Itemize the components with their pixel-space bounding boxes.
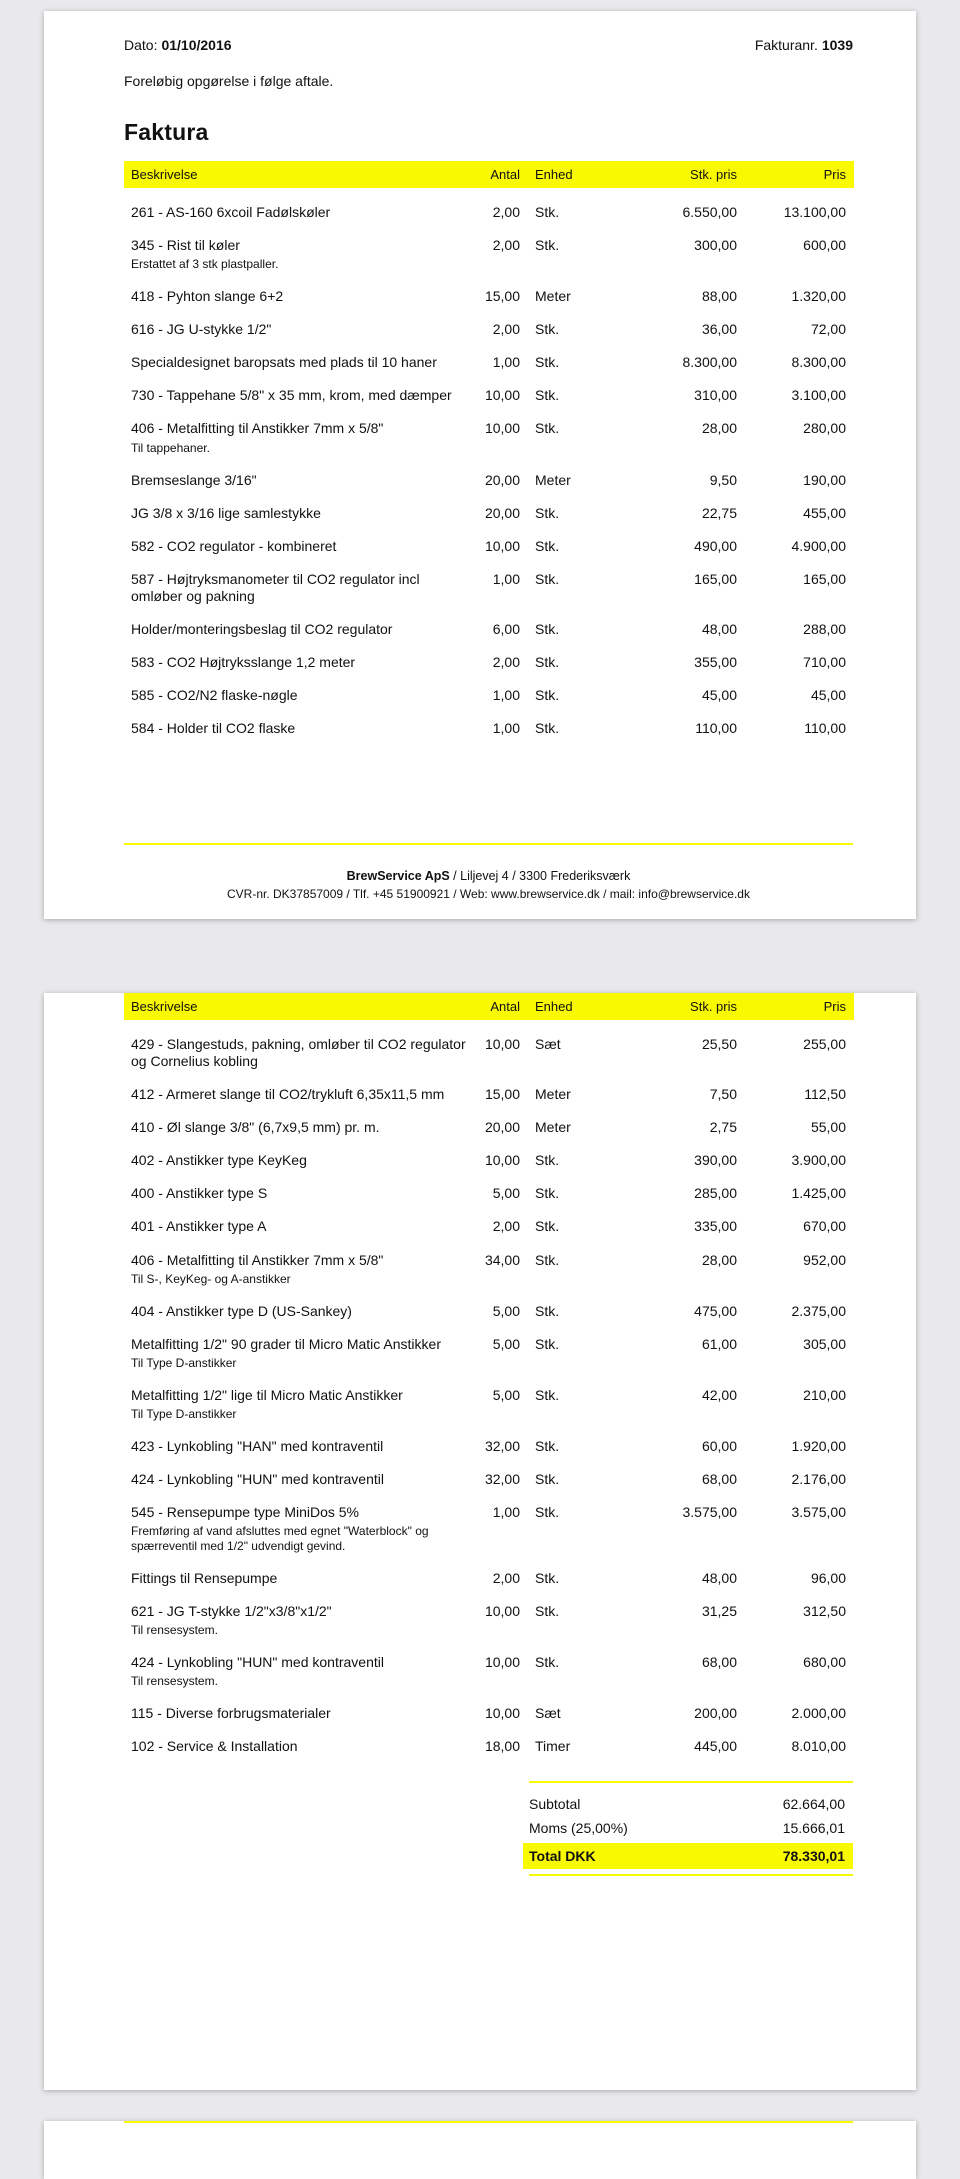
item-description-cell (124, 1697, 476, 1730)
table-row (124, 1430, 854, 1463)
item-qty: 10,00 (484, 387, 520, 404)
item-unit-price: 475,00 (694, 1302, 737, 1319)
item-unit-price: 335,00 (694, 1218, 737, 1235)
item-description-cell (124, 313, 476, 346)
item-note: Fremføring af vand afsluttes med egnet "Waterblock" og spærreventil med 1/2" udvendigt gevind. (131, 1524, 429, 1554)
item-description-cell (124, 412, 476, 463)
item-description: 582 - CO2 regulator - kombineret (131, 537, 337, 554)
invoice-number-value: 1039 (821, 37, 853, 53)
item-unit: Stk. (535, 537, 560, 554)
item-description-cell (124, 464, 476, 497)
item-unit: Sæt (535, 1705, 561, 1722)
table-row (124, 646, 854, 679)
item-description-cell (124, 1646, 476, 1697)
item-unit-price: 88,00 (701, 288, 737, 305)
total-label: Total DKK (529, 1848, 596, 1865)
item-unit: Stk. (535, 1152, 560, 1169)
item-price: 710,00 (803, 654, 846, 671)
item-price: 8.010,00 (791, 1738, 846, 1755)
item-unit: Stk. (535, 654, 560, 671)
footer-divider (124, 843, 853, 845)
item-price: 8.300,00 (791, 354, 846, 371)
table-row (124, 1595, 854, 1646)
item-price: 3.575,00 (791, 1504, 846, 1521)
item-qty: 5,00 (492, 1386, 520, 1403)
item-unit-price: 300,00 (694, 237, 737, 254)
item-unit: Stk. (535, 720, 560, 737)
item-price: 255,00 (803, 1036, 846, 1052)
table-header (124, 993, 854, 1020)
item-description: 583 - CO2 Højtryksslange 1,2 meter (131, 654, 356, 671)
footer-contact-line: CVR-nr. DK37857009 / Tlf. +45 51900921 / Web: www.brewservice.dk / mail: info@brewservice.dk (227, 887, 750, 901)
vat-value: 15.666,01 (782, 1820, 845, 1837)
item-description: Holder/monteringsbeslag til CO2 regulator (131, 620, 393, 637)
item-unit: Meter (535, 471, 571, 488)
item-unit-price: 285,00 (694, 1185, 737, 1202)
table-row (124, 313, 854, 346)
item-description-cell (124, 1379, 476, 1430)
table-row (124, 1020, 854, 1078)
item-description: 406 - Metalfitting til Anstikker 7mm x 5/8" (131, 420, 384, 437)
item-qty: 32,00 (484, 1437, 520, 1454)
item-description-cell (124, 188, 476, 229)
item-price: 165,00 (803, 570, 846, 587)
item-description-cell (124, 1463, 476, 1496)
item-price: 190,00 (803, 471, 846, 488)
invoice-number (755, 37, 853, 53)
item-price: 13.100,00 (783, 204, 846, 220)
table-row (124, 464, 854, 497)
totals-divider (529, 1781, 853, 1783)
invoice-page-1 (44, 11, 916, 919)
item-price: 2.375,00 (791, 1302, 846, 1319)
table-row (124, 563, 854, 613)
item-unit-price: 310,00 (694, 387, 737, 404)
item-qty: 10,00 (484, 420, 520, 437)
table-row (124, 1244, 854, 1295)
item-description: Fittings til Rensepumpe (131, 1570, 278, 1587)
item-price: 1.425,00 (791, 1185, 846, 1202)
item-description: 621 - JG T-stykke 1/2"x3/8"x1/2" (131, 1603, 332, 1620)
intro-note: Foreløbig opgørelse i følge aftale. (124, 73, 334, 89)
item-description: 102 - Service & Installation (131, 1738, 298, 1755)
item-qty: 10,00 (484, 1603, 520, 1620)
total-underline (529, 1874, 853, 1876)
item-price: 55,00 (810, 1119, 846, 1136)
item-unit-price: 110,00 (695, 720, 737, 737)
item-unit: Stk. (535, 1504, 560, 1521)
table-header (124, 161, 854, 188)
item-unit-price: 31,25 (701, 1603, 737, 1620)
item-description: Bremseslange 3/16" (131, 471, 257, 488)
item-qty: 2,00 (492, 237, 520, 254)
item-price: 600,00 (803, 237, 846, 254)
item-note: Erstattet af 3 stk plastpaller. (131, 257, 279, 272)
item-description-cell (124, 1496, 476, 1562)
date-value: 01/10/2016 (161, 37, 232, 53)
item-unit: Meter (535, 1119, 571, 1136)
page3-divider (124, 2121, 853, 2123)
item-qty: 32,00 (484, 1470, 520, 1487)
table-row (124, 712, 854, 745)
item-price: 670,00 (803, 1218, 846, 1235)
item-description-cell (124, 229, 476, 280)
item-description: 730 - Tappehane 5/8" x 35 mm, krom, med dæmper (131, 387, 452, 404)
item-unit: Stk. (535, 321, 560, 338)
item-unit: Stk. (535, 570, 560, 587)
date-label: Dato: (124, 37, 158, 53)
item-unit: Stk. (535, 1218, 560, 1235)
item-description: Metalfitting 1/2" 90 grader til Micro Matic Anstikker (131, 1335, 441, 1352)
item-note: Til S-, KeyKeg- og A-anstikker (131, 1271, 291, 1286)
col-header-qty: Antal (476, 161, 520, 188)
item-unit-price: 68,00 (701, 1654, 737, 1671)
col-header-unit-price: Stk. pris (616, 161, 737, 188)
item-unit: Stk. (535, 354, 560, 371)
footer-company-line (124, 869, 853, 883)
item-qty: 2,00 (492, 1218, 520, 1235)
invoice-page-3 (44, 2121, 916, 2179)
item-description: 429 - Slangestuds, pakning, omløber til CO2 regulator og Cornelius kobling (131, 1036, 466, 1070)
item-note: Til rensesystem. (131, 1674, 218, 1689)
item-description-cell (124, 280, 476, 313)
table-row (124, 679, 854, 712)
table-row (124, 1379, 854, 1430)
item-description-cell (124, 1111, 476, 1144)
item-qty: 1,00 (492, 720, 520, 737)
item-description-cell (124, 346, 476, 379)
table-row (124, 1295, 854, 1328)
item-unit: Meter (535, 288, 571, 305)
item-unit: Stk. (535, 1185, 560, 1202)
item-description-cell (124, 1562, 476, 1595)
footer-company-name: BrewService ApS (346, 869, 450, 883)
subtotal-label: Subtotal (529, 1796, 581, 1813)
table-body (124, 188, 854, 745)
item-description-cell (124, 1295, 476, 1328)
item-description: 585 - CO2/N2 flaske-nøgle (131, 687, 298, 704)
item-price: 2.000,00 (791, 1705, 846, 1722)
table-row (124, 1078, 854, 1111)
line-items-table-page2 (124, 993, 854, 1763)
item-unit: Stk. (535, 620, 560, 637)
item-qty: 2,00 (492, 204, 520, 220)
item-qty: 2,00 (492, 1570, 520, 1587)
item-description: 423 - Lynkobling "HAN" med kontraventil (131, 1437, 384, 1454)
table-row (124, 280, 854, 313)
item-price: 305,00 (803, 1335, 846, 1352)
item-price: 210,00 (803, 1386, 846, 1403)
item-qty: 20,00 (484, 471, 520, 488)
item-unit-price: 8.300,00 (682, 354, 737, 371)
col-header-unit-price: Stk. pris (616, 993, 737, 1020)
item-unit: Stk. (535, 387, 560, 404)
item-description: 424 - Lynkobling "HUN" med kontraventil (131, 1654, 384, 1671)
item-unit-price: 61,00 (701, 1335, 737, 1352)
item-qty: 1,00 (492, 1504, 520, 1521)
item-description-cell (124, 1210, 476, 1243)
item-unit-price: 3.575,00 (682, 1504, 737, 1521)
item-price: 288,00 (803, 620, 846, 637)
item-qty: 15,00 (484, 288, 520, 305)
item-unit: Stk. (535, 1302, 560, 1319)
item-unit: Stk. (535, 687, 560, 704)
item-note: Til Type D-anstikker (131, 1355, 237, 1370)
invoice-page-2 (44, 993, 916, 2090)
col-header-description: Beskrivelse (124, 993, 476, 1020)
item-description: 261 - AS-160 6xcoil Fadølskøler (131, 204, 331, 220)
item-unit-price: 42,00 (701, 1386, 737, 1403)
item-qty: 2,00 (492, 654, 520, 671)
total-value: 78.330,01 (782, 1848, 845, 1865)
item-qty: 6,00 (492, 620, 520, 637)
item-qty: 10,00 (484, 537, 520, 554)
item-unit-price: 28,00 (701, 420, 737, 437)
item-unit-price: 490,00 (694, 537, 737, 554)
item-description: Metalfitting 1/2" lige til Micro Matic Anstikker (131, 1386, 403, 1403)
item-qty: 34,00 (484, 1251, 520, 1268)
table-row (124, 1646, 854, 1697)
item-unit: Stk. (535, 504, 560, 521)
item-unit-price: 445,00 (694, 1738, 737, 1755)
table-row (124, 1562, 854, 1595)
col-header-price: Pris (737, 993, 854, 1020)
item-unit-price: 60,00 (701, 1437, 737, 1454)
subtotal-row (529, 1792, 853, 1816)
item-unit: Stk. (535, 1470, 560, 1487)
item-description-cell (124, 379, 476, 412)
item-unit-price: 6.550,00 (682, 204, 737, 220)
item-description-cell (124, 679, 476, 712)
item-qty: 5,00 (492, 1335, 520, 1352)
item-unit-price: 25,50 (701, 1036, 737, 1052)
item-description-cell (124, 1430, 476, 1463)
item-price: 1.320,00 (791, 288, 846, 305)
item-description: 115 - Diverse forbrugsmaterialer (131, 1705, 331, 1722)
item-description: 545 - Rensepumpe type MiniDos 5% (131, 1504, 360, 1521)
subtotal-value: 62.664,00 (782, 1796, 845, 1813)
item-qty: 1,00 (492, 354, 520, 371)
item-description-cell (124, 563, 476, 613)
item-qty: 20,00 (484, 504, 520, 521)
item-price: 110,00 (804, 720, 846, 737)
total-row (523, 1843, 853, 1869)
col-header-price: Pris (737, 161, 854, 188)
item-description-cell (124, 1144, 476, 1177)
item-description-cell (124, 1244, 476, 1295)
item-description-cell (124, 530, 476, 563)
item-unit: Timer (535, 1738, 571, 1755)
item-qty: 1,00 (492, 570, 520, 587)
item-description-cell (124, 1020, 476, 1078)
item-unit-price: 48,00 (701, 1570, 737, 1587)
item-note: Til tappehaner. (131, 440, 210, 455)
item-description-cell (124, 1730, 476, 1763)
item-unit: Stk. (535, 204, 560, 220)
item-unit: Stk. (535, 237, 560, 254)
item-unit: Stk. (535, 1603, 560, 1620)
item-description: 418 - Pyhton slange 6+2 (131, 288, 284, 305)
page1-content (44, 11, 916, 745)
item-price: 45,00 (810, 687, 846, 704)
invoice-title: Faktura (124, 119, 209, 145)
item-description-cell (124, 1177, 476, 1210)
item-unit-price: 48,00 (701, 620, 737, 637)
item-unit-price: 9,50 (709, 471, 737, 488)
item-price: 680,00 (803, 1654, 846, 1671)
item-price: 312,50 (803, 1603, 846, 1620)
item-unit-price: 165,00 (694, 570, 737, 587)
item-unit: Stk. (535, 1570, 560, 1587)
item-unit-price: 7,50 (709, 1086, 737, 1103)
item-description: 412 - Armeret slange til CO2/trykluft 6,35x11,5 mm (131, 1086, 445, 1103)
item-unit-price: 28,00 (701, 1251, 737, 1268)
item-description: 424 - Lynkobling "HUN" med kontraventil (131, 1470, 384, 1487)
item-unit-price: 200,00 (694, 1705, 737, 1722)
col-header-unit: Enhed (520, 161, 616, 188)
col-header-description: Beskrivelse (124, 161, 476, 188)
item-unit-price: 22,75 (701, 504, 737, 521)
item-unit-price: 36,00 (701, 321, 737, 338)
table-row (124, 229, 854, 280)
item-qty: 10,00 (484, 1152, 520, 1169)
item-price: 3.900,00 (791, 1152, 846, 1169)
footer-address: / Liljevej 4 / 3300 Frederiksværk (449, 869, 631, 883)
col-header-unit: Enhed (520, 993, 616, 1020)
item-unit-price: 45,00 (701, 687, 737, 704)
item-price: 96,00 (810, 1570, 846, 1587)
item-description: 400 - Anstikker type S (131, 1185, 268, 1202)
item-description-cell (124, 1078, 476, 1111)
item-unit-price: 355,00 (694, 654, 737, 671)
item-price: 1.920,00 (791, 1437, 846, 1454)
item-qty: 20,00 (484, 1119, 520, 1136)
item-description-cell (124, 1595, 476, 1646)
item-qty: 10,00 (484, 1036, 520, 1052)
table-row (124, 1144, 854, 1177)
item-price: 2.176,00 (791, 1470, 846, 1487)
table-body (124, 1020, 854, 1763)
table-row (124, 1697, 854, 1730)
item-description: 406 - Metalfitting til Anstikker 7mm x 5/8" (131, 1251, 384, 1268)
vat-row (529, 1816, 853, 1840)
table-row (124, 188, 854, 229)
item-qty: 5,00 (492, 1302, 520, 1319)
invoice-date (124, 37, 232, 53)
item-description-cell (124, 497, 476, 530)
table-row (124, 1210, 854, 1243)
item-unit: Stk. (535, 1251, 560, 1268)
item-unit: Stk. (535, 1654, 560, 1671)
item-qty: 5,00 (492, 1185, 520, 1202)
item-description: 401 - Anstikker type A (131, 1218, 267, 1235)
item-note: Til Type D-anstikker (131, 1406, 237, 1421)
page3-content (44, 2121, 916, 2123)
item-description: 345 - Rist til køler (131, 237, 240, 254)
totals-section (529, 1781, 853, 1876)
table-row (124, 346, 854, 379)
table-row (124, 379, 854, 412)
item-description-cell (124, 712, 476, 745)
item-qty: 2,00 (492, 321, 520, 338)
table-row (124, 497, 854, 530)
item-unit: Stk. (535, 1386, 560, 1403)
col-header-qty: Antal (476, 993, 520, 1020)
item-description-cell (124, 1328, 476, 1379)
line-items-table-page1 (124, 161, 854, 745)
item-unit: Meter (535, 1086, 571, 1103)
item-price: 455,00 (803, 504, 846, 521)
item-description: 584 - Holder til CO2 flaske (131, 720, 296, 737)
table-row (124, 1111, 854, 1144)
item-unit: Sæt (535, 1036, 561, 1052)
item-unit-price: 390,00 (694, 1152, 737, 1169)
vat-label: Moms (25,00%) (529, 1820, 628, 1837)
item-price: 72,00 (810, 321, 846, 338)
item-price: 112,50 (804, 1086, 846, 1103)
table-row (124, 1463, 854, 1496)
item-description: 587 - Højtryksmanometer til CO2 regulator incl omløber og pakning (131, 570, 420, 604)
item-note: Til rensesystem. (131, 1623, 218, 1638)
item-unit: Stk. (535, 1335, 560, 1352)
table-row (124, 530, 854, 563)
item-price: 4.900,00 (791, 537, 846, 554)
table-row (124, 1328, 854, 1379)
item-description: 410 - Øl slange 3/8" (6,7x9,5 mm) pr. m. (131, 1119, 380, 1136)
table-row (124, 412, 854, 463)
item-price: 280,00 (803, 420, 846, 437)
item-unit: Stk. (535, 1437, 560, 1454)
item-price: 3.100,00 (791, 387, 846, 404)
item-description: JG 3/8 x 3/16 lige samlestykke (131, 504, 321, 521)
item-description: 616 - JG U-stykke 1/2" (131, 321, 272, 338)
item-description-cell (124, 613, 476, 646)
item-unit: Stk. (535, 420, 560, 437)
invoice-number-label: Fakturanr. (754, 37, 818, 53)
item-qty: 1,00 (492, 687, 520, 704)
page-footer (124, 843, 853, 901)
item-description: 404 - Anstikker type D (US-Sankey) (131, 1302, 352, 1319)
invoice-meta-row (124, 11, 853, 53)
page2-content (44, 993, 916, 1876)
table-row (124, 1177, 854, 1210)
item-qty: 10,00 (484, 1705, 520, 1722)
item-unit-price: 68,00 (701, 1470, 737, 1487)
item-qty: 15,00 (484, 1086, 520, 1103)
table-row (124, 613, 854, 646)
item-unit-price: 2,75 (709, 1119, 737, 1136)
item-qty: 18,00 (484, 1738, 520, 1755)
table-row (124, 1496, 854, 1562)
item-price: 952,00 (803, 1251, 846, 1268)
item-description: 402 - Anstikker type KeyKeg (131, 1152, 307, 1169)
item-qty: 10,00 (484, 1654, 520, 1671)
item-description: Specialdesignet baropsats med plads til 10 haner (131, 354, 437, 371)
item-description-cell (124, 646, 476, 679)
table-row (124, 1730, 854, 1763)
